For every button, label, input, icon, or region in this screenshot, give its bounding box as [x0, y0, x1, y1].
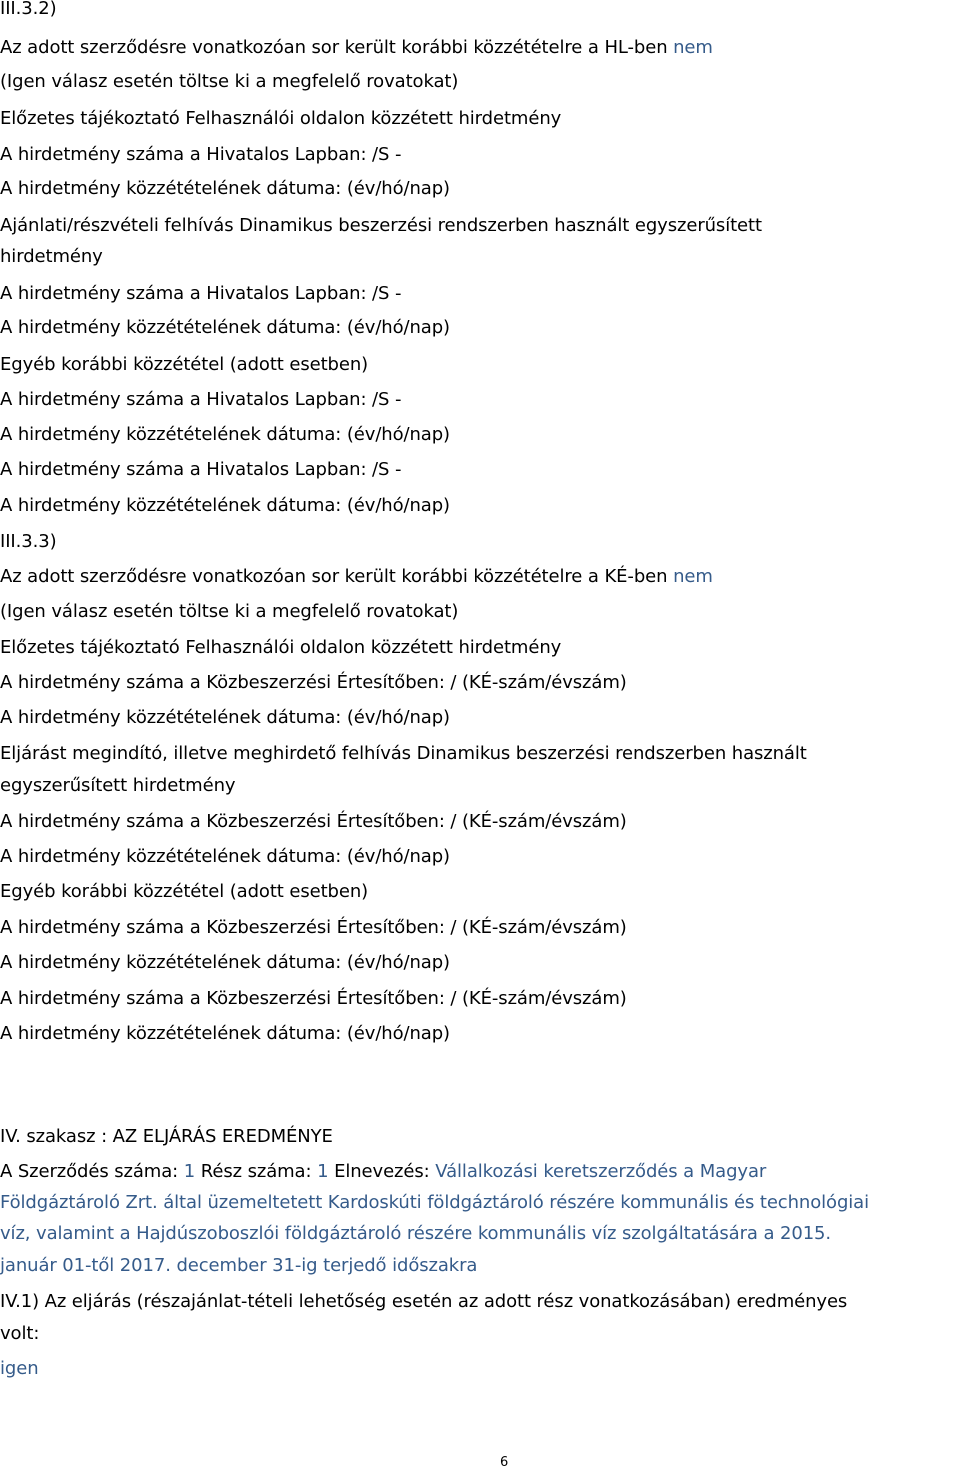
notice-number-line: A hirdetmény száma a Közbeszerzési Értesítőben: / (KÉ-szám/évszám) [0, 811, 627, 832]
ke-prior-publication-question [0, 565, 713, 589]
call-line-cont: hirdetmény [0, 246, 103, 267]
contract-line [0, 1160, 766, 1184]
name-value-cont: víz, valamint a Hajdúszoboszlói földgáztároló részére kommunális víz szolgáltatására a 2015. [0, 1223, 832, 1244]
notice-number-line: A hirdetmény száma a Közbeszerzési Értesítőben: / (KÉ-szám/évszám) [0, 988, 627, 1009]
notice-date-line: A hirdetmény közzétételének dátuma: (év/hó/nap) [0, 1023, 450, 1044]
contract-value: 1 [183, 1161, 196, 1182]
notice-date-line: A hirdetmény közzétételének dátuma: (év/hó/nap) [0, 495, 450, 516]
question-text: Az adott szerződésre vonatkozóan sor került korábbi közzétételre a HL-ben [0, 37, 668, 58]
notice-date-line: A hirdetmény közzétételének dátuma: (év/hó/nap) [0, 317, 450, 338]
notice-number-line: A hirdetmény száma a Közbeszerzési Értesítőben: / (KÉ-szám/évszám) [0, 672, 627, 693]
name-value: Vállalkozási keretszerződés a Magyar [435, 1161, 767, 1182]
section-title-iv: IV. szakasz : AZ ELJÁRÁS EREDMÉNYE [0, 1126, 333, 1147]
section-heading-iii-3-2: III.3.2) [0, 0, 57, 19]
notice-date-line: A hirdetmény közzétételének dátuma: (év/hó/nap) [0, 424, 450, 445]
notice-number-line: A hirdetmény száma a Hivatalos Lapban: /S - [0, 389, 402, 410]
fill-instruction: (Igen válasz esetén töltse ki a megfelelő rovatokat) [0, 71, 459, 92]
fill-instruction: (Igen válasz esetén töltse ki a megfelelő rovatokat) [0, 601, 459, 622]
part-label: Rész száma: [200, 1161, 312, 1182]
other-publication-line: Egyéb korábbi közzététel (adott esetben) [0, 354, 369, 375]
notice-date-line: A hirdetmény közzétételének dátuma: (év/hó/nap) [0, 707, 450, 728]
page-number: 6 [500, 1455, 509, 1470]
other-publication-line: Egyéb korábbi közzététel (adott esetben) [0, 881, 369, 902]
part-value: 1 [317, 1161, 329, 1182]
call-line: Eljárást megindító, illetve meghirdető felhívás Dinamikus beszerzési rendszerben használt [0, 743, 807, 764]
name-value-cont: január 01-től 2017. december 31-ig terjedő időszakra [0, 1255, 478, 1276]
prior-info-line: Előzetes tájékoztató Felhasználói oldalon közzétett hirdetmény [0, 108, 562, 129]
notice-date-line: A hirdetmény közzétételének dátuma: (év/hó/nap) [0, 952, 450, 973]
answer-value: nem [673, 566, 713, 587]
name-value-cont: Földgáztároló Zrt. által üzemeltetett Kardoskúti földgáztároló részére kommunális és technológiai [0, 1192, 870, 1213]
answer-value: nem [673, 37, 713, 58]
result-question: IV.1) Az eljárás (részajánlat-tételi lehetőség esetén az adott rész vonatkozásában) eredményes [0, 1291, 848, 1312]
result-answer: igen [0, 1358, 39, 1379]
notice-date-line: A hirdetmény közzétételének dátuma: (év/hó/nap) [0, 846, 450, 867]
prior-info-line: Előzetes tájékoztató Felhasználói oldalon közzétett hirdetmény [0, 637, 562, 658]
notice-date-line: A hirdetmény közzétételének dátuma: (év/hó/nap) [0, 178, 450, 199]
contract-label: A Szerződés száma: [0, 1161, 179, 1182]
hl-prior-publication-question [0, 36, 713, 60]
notice-number-line: A hirdetmény száma a Hivatalos Lapban: /S - [0, 459, 402, 480]
question-text: Az adott szerződésre vonatkozóan sor került korábbi közzétételre a KÉ-ben [0, 566, 668, 587]
section-heading-iii-3-3: III.3.3) [0, 531, 57, 552]
notice-number-line: A hirdetmény száma a Közbeszerzési Értesítőben: / (KÉ-szám/évszám) [0, 917, 627, 938]
notice-number-line: A hirdetmény száma a Hivatalos Lapban: /S - [0, 283, 402, 304]
result-question-cont: volt: [0, 1323, 40, 1344]
name-label: Elnevezés: [334, 1161, 430, 1182]
notice-number-line: A hirdetmény száma a Hivatalos Lapban: /S - [0, 144, 402, 165]
call-line: Ajánlati/részvételi felhívás Dinamikus beszerzési rendszerben használt egyszerűsített [0, 215, 762, 236]
call-line-cont: egyszerűsített hirdetmény [0, 775, 236, 796]
